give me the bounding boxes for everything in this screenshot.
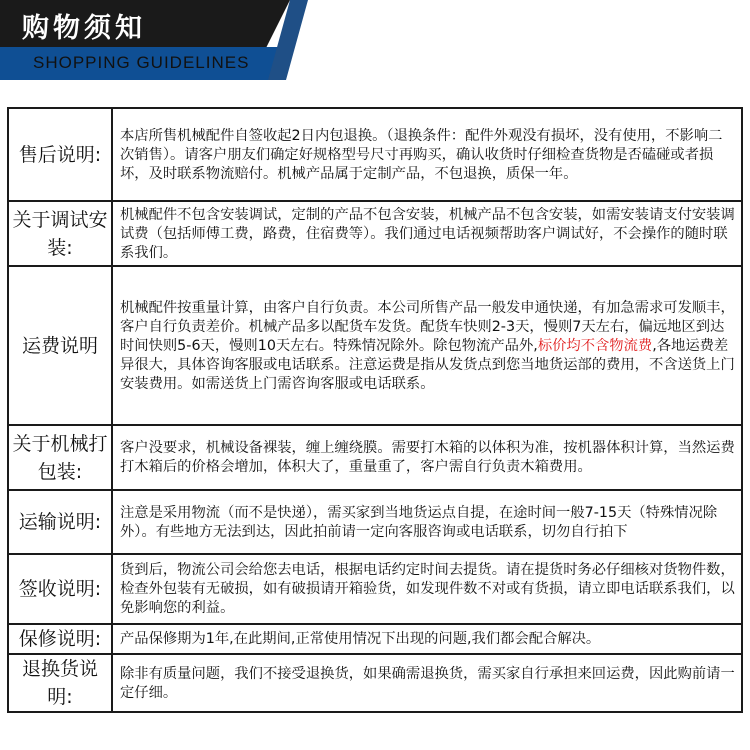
row-content: 本店所售机械配件自签收起2日内包退换。（退换条件：配件外观没有损坏，没有使用，不影响二次销售）。请客户朋友们确定好规格型号尺寸再购买，确认收货时仔细检查货物是否磕碰或者损坏，及时联系物流赔付。机械产品属于定制产品，不包退换，质保一年。 <box>112 108 742 201</box>
page-subtitle: SHOPPING GUIDELINES <box>33 53 250 72</box>
row-content: 机械配件不包含安装调试，定制的产品不包含安装，机械产品不包含安装，如需安装请支付安装调试费（包括师傅工费，路费，住宿费等）。我们通过电话视频帮助客户调试好，不会操作的随时联系我们。 <box>112 201 742 266</box>
row-content-text: 机械配件按重量计算，由客户自行负责。本公司所售产品一般发申通快递，有加急需求可发顺丰，客户自行负责差价。机械产品多以配货车发货。配货车快则2-3天，慢则7天左右，偏远地区到达时间快则5-6天，慢则10天左右。特殊情况除外。除包物流产品外, <box>120 299 735 354</box>
row-content: 产品保修期为1年,在此期间,正常使用情况下出现的问题,我们都会配合解决。 <box>112 624 742 654</box>
table-row <box>8 554 742 624</box>
row-content-text: ,各地运费差异很大，具体咨询客服或电话联系。注意运费是指从发货点到您当地货运部的费用，不含送货上门安装费用。如需送货上门需咨询客服或电话联系。 <box>120 337 735 392</box>
table-row <box>8 425 742 490</box>
row-label: 关于调试安装: <box>8 201 112 266</box>
guidelines-table <box>7 107 743 713</box>
row-label: 关于机械打包装: <box>8 425 112 490</box>
row-content: 货到后，物流公司会给您去电话，根据电话约定时间去提货。请在提货时务必仔细核对货物件数，检查外包装有无破损，如有破损请开箱验货，如发现件数不对或有货损，请立即电话联系我们，以免影响您的利益。 <box>112 554 742 624</box>
header-banner <box>0 0 750 80</box>
row-label: 退换货说明: <box>8 654 112 712</box>
row-content <box>112 266 742 425</box>
row-content: 客户没要求，机械设备裸装，缠上缠绕膜。需要打木箱的以体积为准，按机器体积计算，当然运费打木箱后的价格会增加，体积大了，重量重了，客户需自行负责木箱费用。 <box>112 425 742 490</box>
row-label: 签收说明: <box>8 554 112 624</box>
row-content: 除非有质量问题，我们不接受退换货，如果确需退换货，需买家自行承担来回运费，因此购前请一定仔细。 <box>112 654 742 712</box>
row-label: 保修说明: <box>8 624 112 654</box>
row-label: 售后说明: <box>8 108 112 201</box>
table-row <box>8 654 742 712</box>
table-row <box>8 201 742 266</box>
row-label: 运输说明: <box>8 490 112 554</box>
table-row <box>8 108 742 201</box>
row-label: 运费说明 <box>8 266 112 425</box>
table-row <box>8 490 742 554</box>
table-row <box>8 266 742 425</box>
page-title: 购物须知 <box>22 13 146 44</box>
row-content: 注意是采用物流（而不是快递），需买家到当地货运点自提，在途时间一般7-15天（特殊情况除外）。有些地方无法到达，因此拍前请一定向客服咨询或电话联系，切勿自行拍下 <box>112 490 742 554</box>
table-row <box>8 624 742 654</box>
row-content-highlight: 标价均不含物流费 <box>537 337 653 354</box>
